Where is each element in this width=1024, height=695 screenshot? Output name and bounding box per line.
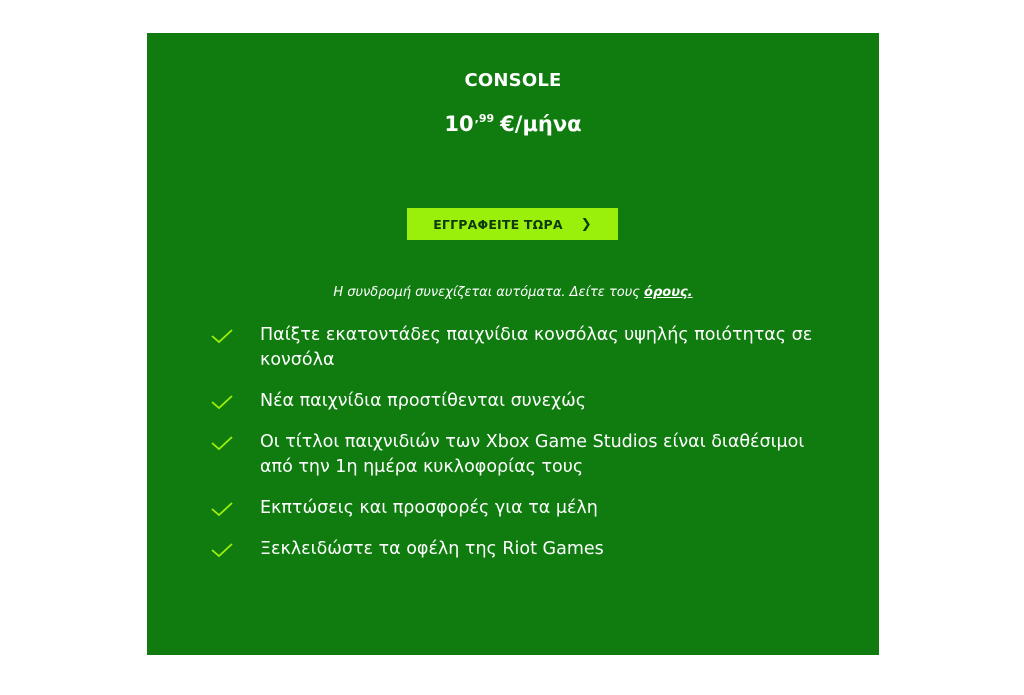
plan-card xyxy=(147,33,879,655)
feature-list xyxy=(210,323,840,578)
feature-text: Ξεκλειδώστε τα οφέλη της Riot Games xyxy=(260,539,604,559)
price-cents: ,99 xyxy=(474,112,495,125)
subscribe-now-label: ΕΓΓΡΑΦΕΙΤΕ ΤΩΡΑ xyxy=(433,216,563,232)
feature-item xyxy=(210,430,840,480)
terms-link[interactable]: όρους. xyxy=(644,285,693,300)
chevron-right-icon: ❯ xyxy=(580,216,592,232)
feature-item xyxy=(210,496,840,521)
price-unit: €/μήνα xyxy=(500,112,582,136)
check-icon xyxy=(210,542,234,558)
check-icon xyxy=(210,328,234,344)
feature-item xyxy=(210,323,840,373)
price-main: 10 xyxy=(444,112,474,136)
auto-renew-notice xyxy=(147,285,879,300)
feature-item xyxy=(210,389,840,414)
feature-text: Παίξτε εκατοντάδες παιχνίδια κονσόλας υψηλής ποιότητας σε κονσόλα xyxy=(260,325,813,370)
check-icon xyxy=(210,501,234,517)
feature-text: Οι τίτλοι παιχνιδιών των Xbox Game Studios είναι διαθέσιμοι από την 1η ημέρα κυκλοφορίας τους xyxy=(260,432,805,477)
plan-title: CONSOLE xyxy=(464,70,562,91)
feature-text: Εκπτώσεις και προσφορές για τα μέλη xyxy=(260,498,598,518)
auto-renew-text: Η συνδρομή συνεχίζεται αυτόματα. Δείτε τους xyxy=(333,285,645,300)
check-icon xyxy=(210,394,234,410)
check-icon xyxy=(210,435,234,451)
plan-price xyxy=(147,112,879,136)
feature-item xyxy=(210,537,840,562)
feature-text: Νέα παιχνίδια προστίθενται συνεχώς xyxy=(260,391,587,411)
subscribe-now-button[interactable] xyxy=(407,208,618,240)
